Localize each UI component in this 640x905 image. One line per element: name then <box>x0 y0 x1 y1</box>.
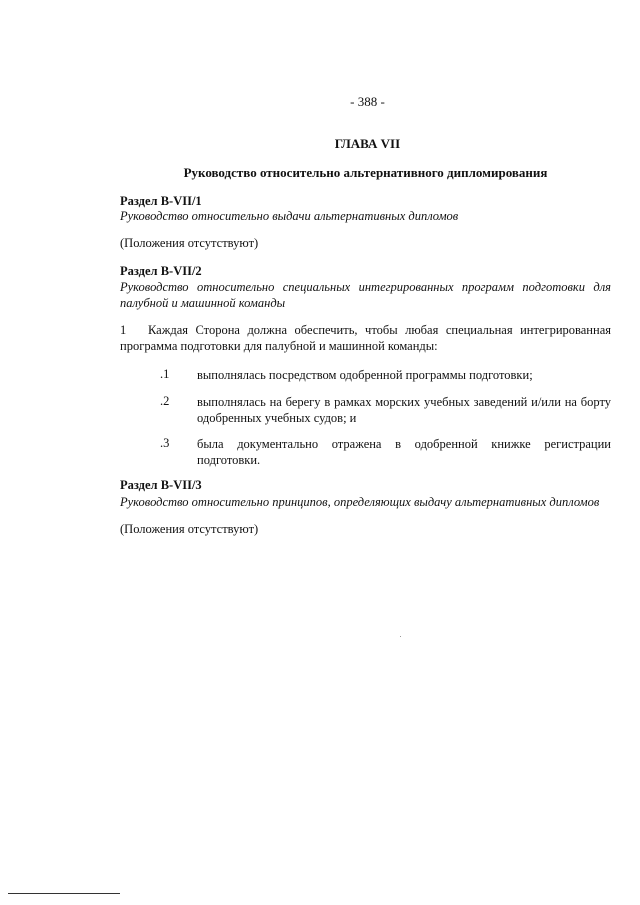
item-number-1: .1 <box>160 367 170 381</box>
item-text-3-line1: была документально отражена в одобренной книжке регистрации <box>197 437 611 451</box>
item-number-2: .2 <box>160 394 170 408</box>
section-subtitle-b-vii-1: Руководство относительно выдачи альтернативных дипломов <box>120 209 459 223</box>
section-subtitle-b-vii-3: Руководство относительно принципов, определяющих выдачу альтернативных дипломов <box>120 495 600 509</box>
section-note-b-vii-1: (Положения отсутствуют) <box>120 236 259 250</box>
paragraph-1 <box>120 322 611 354</box>
item-text-3-line2: подготовки. <box>197 453 261 467</box>
section-heading-b-vii-1: Раздел B-VII/1 <box>120 194 202 208</box>
item-text-1: выполнялась посредством одобренной программы подготовки; <box>197 368 533 382</box>
section-heading-b-vii-3: Раздел B-VII/3 <box>120 478 202 492</box>
page-number: - 388 - <box>350 94 385 109</box>
scan-speck <box>400 636 401 637</box>
section-subtitle-line2-b-vii-2: палубной и машинной команды <box>120 296 286 310</box>
section-note-b-vii-3: (Положения отсутствуют) <box>120 522 259 536</box>
item-text-2-line2: одобренных учебных судов; и <box>197 411 357 425</box>
item-number-3: .3 <box>160 436 170 450</box>
section-heading-b-vii-2: Раздел B-VII/2 <box>120 264 202 278</box>
paragraph-number: 1 <box>120 323 127 337</box>
paragraph-1-line1 <box>120 322 611 338</box>
footer-rule <box>8 893 120 894</box>
section-subtitle-line1-b-vii-2: Руководство относительно специальных интегрированных программ подготовки для <box>120 280 611 294</box>
chapter-title: ГЛАВА VII <box>334 136 401 151</box>
paragraph-1-text-line1: Каждая Сторона должна обеспечить, чтобы любая специальная интегрированная <box>148 323 611 337</box>
chapter-subtitle: Руководство относительно альтернативного дипломирования <box>183 165 548 180</box>
paragraph-1-line2: программа подготовки для палубной и машинной команды: <box>120 339 438 353</box>
item-text-2-line1: выполнялась на берегу в рамках морских учебных заведений и/или на борту <box>197 395 611 409</box>
